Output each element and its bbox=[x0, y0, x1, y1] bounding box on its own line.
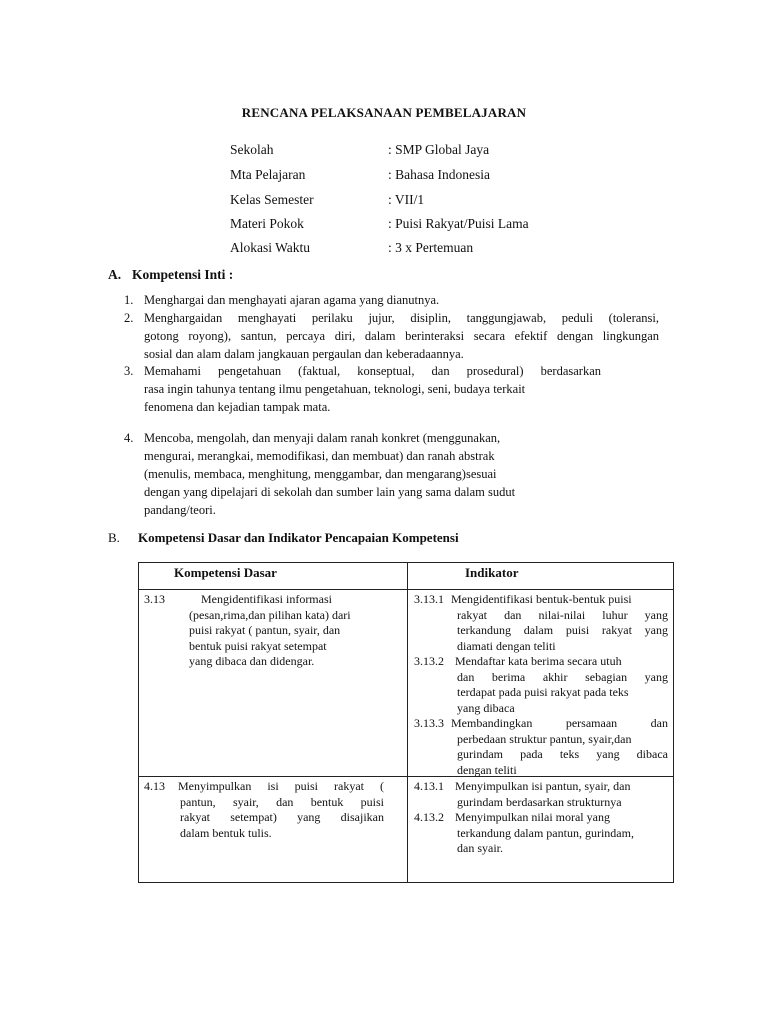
section-title: Kompetensi Dasar dan Indikator Pencapaian Kompetensi bbox=[138, 530, 459, 545]
kd-text-line: Mengidentifikasi informasi bbox=[201, 592, 332, 606]
info-value: : 3 x Pertemuan bbox=[388, 240, 474, 255]
table-cell-indikator bbox=[414, 779, 668, 857]
indicator-text-line: Menyimpulkan nilai moral yang bbox=[455, 810, 610, 824]
list-text-line: Menghargaidan menghayati perilaku jujur, disiplin, tanggungjawab, peduli (toleransi, bbox=[144, 311, 659, 325]
kd-number: 3.13 bbox=[144, 592, 165, 606]
competency-table bbox=[138, 562, 674, 883]
indicator-item bbox=[414, 779, 668, 810]
table-row-divider bbox=[139, 589, 673, 590]
indicator-number: 3.13.2 bbox=[414, 654, 444, 668]
list-text-line: Menghargai dan menghayati ajaran agama yang dianutnya. bbox=[144, 293, 440, 307]
info-label: Materi Pokok bbox=[230, 216, 304, 231]
table-cell-kd bbox=[144, 779, 384, 841]
info-value: : VII/1 bbox=[388, 192, 425, 207]
indicator-text-line: gurindam pada teks yang dibaca bbox=[457, 747, 668, 761]
list-item bbox=[124, 291, 659, 309]
indicator-item bbox=[414, 810, 668, 857]
indicator-text-line: yang dibaca bbox=[457, 700, 515, 715]
table-header-indikator: Indikator bbox=[465, 565, 519, 580]
list-text-line: (menulis, membaca, menghitung, menggambar, dan mengarang)sesuai bbox=[144, 467, 497, 481]
indicator-number: 4.13.1 bbox=[414, 779, 444, 793]
list-text-line: rasa ingin tahunya tentang ilmu pengetahuan, teknologi, seni, budaya terkait bbox=[144, 382, 526, 396]
kd-text-line: Menyimpulkan isi puisi rakyat ( bbox=[178, 779, 384, 793]
kd-number: 4.13 bbox=[144, 779, 165, 793]
indicator-text-line: terkandung dalam puisi rakyat yang bbox=[457, 623, 668, 637]
indicator-text-line: Mengidentifikasi bentuk-bentuk puisi bbox=[451, 592, 632, 606]
info-label: Mta Pelajaran bbox=[230, 167, 306, 182]
section-title: Kompetensi Inti : bbox=[132, 267, 234, 282]
section-b-heading bbox=[108, 530, 459, 546]
list-text-line: fenomena dan kejadian tampak mata. bbox=[144, 400, 331, 414]
indicator-text-line: Membandingkan persamaan dan bbox=[451, 716, 668, 730]
indicator-item bbox=[414, 716, 668, 778]
kd-text-line: pantun, syair, dan bentuk puisi bbox=[180, 794, 384, 809]
indicator-text-line: perbedaan struktur pantun, syair,dan bbox=[457, 731, 632, 746]
list-text-line: sosial dan alam dalam jangkauan pergaulan dan keberadaannya. bbox=[144, 347, 464, 361]
kd-text-line: (pesan,rima,dan pilihan kata) dari bbox=[189, 607, 351, 622]
indicator-number: 3.13.3 bbox=[414, 716, 444, 730]
list-number: 3. bbox=[124, 364, 134, 378]
table-column-divider bbox=[407, 563, 408, 882]
list-number: 1. bbox=[124, 293, 134, 307]
indicator-item bbox=[414, 654, 668, 716]
info-value: : SMP Global Jaya bbox=[388, 142, 490, 157]
indicator-text-line: gurindam berdasarkan strukturnya bbox=[457, 794, 622, 809]
document-title: RENCANA PELAKSANAAN PEMBELAJARAN bbox=[241, 105, 527, 120]
list-text-line: mengurai, merangkai, memodifikasi, dan membuat) dan ranah abstrak bbox=[144, 449, 495, 463]
indicator-text-line: dengan teliti bbox=[457, 762, 517, 777]
list-item bbox=[124, 309, 659, 363]
table-cell-kd bbox=[144, 592, 390, 670]
list-item bbox=[124, 362, 601, 416]
kd-text-line: rakyat setempat) yang disajikan bbox=[180, 810, 384, 824]
indicator-text-line: Menyimpulkan isi pantun, syair, dan bbox=[455, 779, 631, 793]
info-label: Sekolah bbox=[230, 142, 274, 157]
table-header-kompetensi-dasar: Kompetensi Dasar bbox=[174, 565, 277, 580]
info-label: Alokasi Waktu bbox=[230, 240, 311, 255]
kd-text-line: puisi rakyat ( pantun, syair, dan bbox=[189, 623, 341, 637]
indicator-item bbox=[414, 592, 668, 654]
table-cell-indikator bbox=[414, 592, 668, 778]
info-value: : Bahasa Indonesia bbox=[388, 167, 490, 182]
info-value: : Puisi Rakyat/Puisi Lama bbox=[388, 216, 529, 231]
indicator-text-line: Mendaftar kata berima secara utuh bbox=[455, 654, 622, 668]
section-letter: A. bbox=[108, 267, 122, 282]
section-letter: B. bbox=[108, 530, 120, 545]
indicator-text-line: diamati dengan teliti bbox=[457, 638, 556, 653]
list-text-line: Mencoba, mengolah, dan menyaji dalam ranah konkret (menggunakan, bbox=[144, 431, 501, 445]
indicator-text-line: dan berima akhir sebagian yang bbox=[457, 669, 668, 684]
kd-text-line: yang dibaca dan didengar. bbox=[189, 654, 315, 668]
indicator-text-line: rakyat dan nilai-nilai luhur yang bbox=[457, 607, 668, 622]
list-number: 2. bbox=[124, 311, 134, 325]
indicator-text-line: dan syair. bbox=[457, 841, 503, 855]
kd-text-line: dalam bentuk tulis. bbox=[180, 825, 272, 840]
list-text-line: dengan yang dipelajari di sekolah dan sumber lain yang sama dalam sudut bbox=[144, 485, 516, 499]
info-label: Kelas Semester bbox=[230, 192, 314, 207]
list-text-line: Memahami pengetahuan (faktual, konseptual, dan prosedural) berdasarkan bbox=[144, 364, 601, 378]
list-text-line: pandang/teori. bbox=[144, 503, 216, 517]
list-text-line: gotong royong), santun, percaya diri, dalam berinteraksi secara efektif dengan lingkungan bbox=[144, 329, 659, 343]
indicator-number: 3.13.1 bbox=[414, 592, 444, 606]
section-a-heading bbox=[108, 267, 233, 283]
indicator-number: 4.13.2 bbox=[414, 810, 444, 824]
indicator-text-line: terkandung dalam pantun, gurindam, bbox=[457, 825, 634, 840]
list-number: 4. bbox=[124, 431, 134, 445]
list-item bbox=[124, 429, 574, 519]
indicator-text-line: terdapat pada puisi rakyat pada teks bbox=[457, 685, 629, 699]
kd-text-line: bentuk puisi rakyat setempat bbox=[189, 638, 327, 653]
